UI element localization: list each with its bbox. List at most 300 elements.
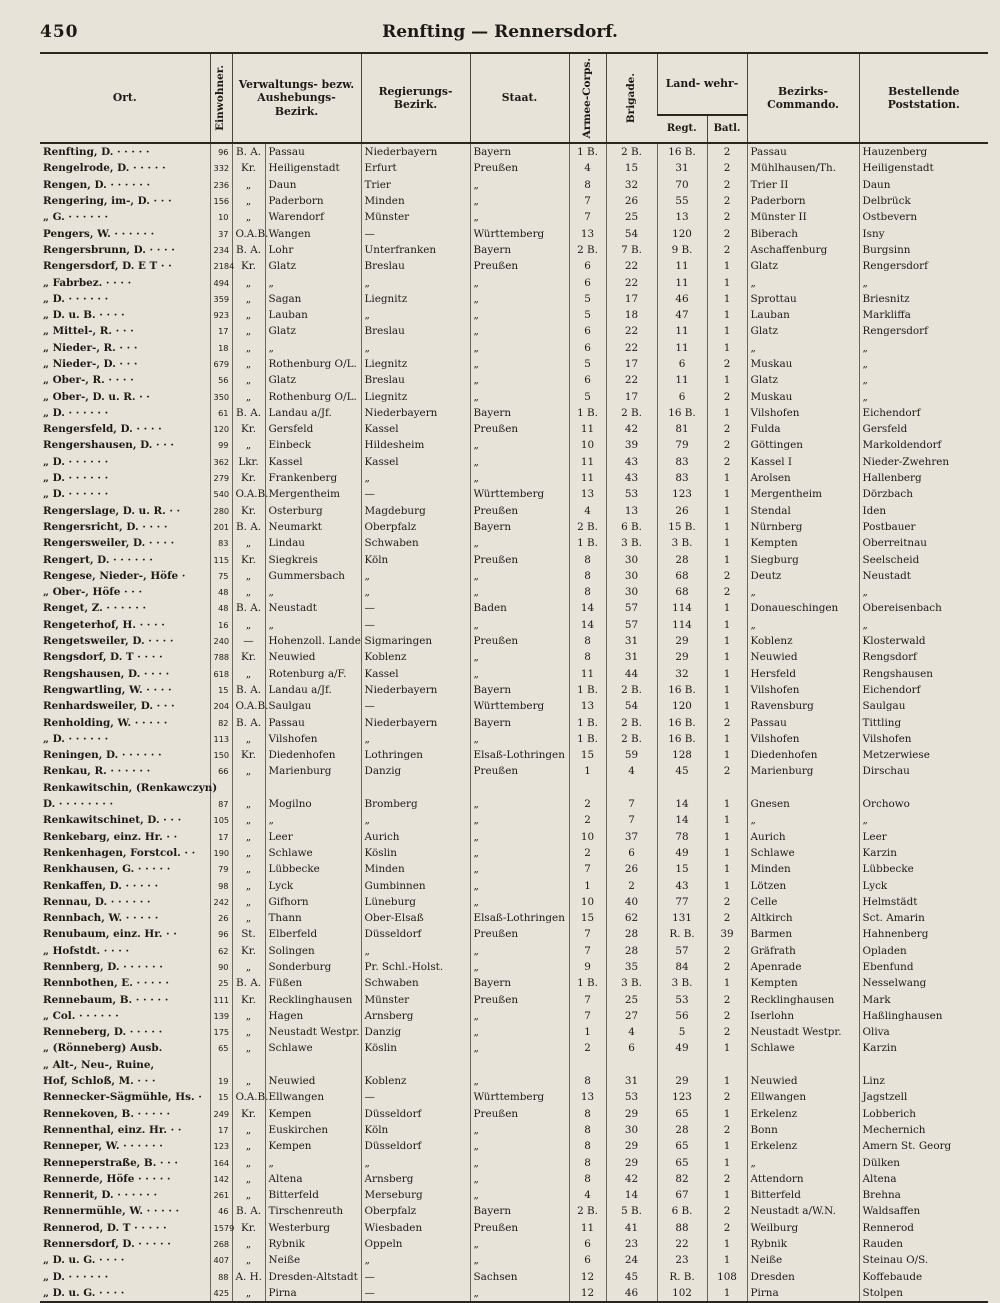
table-row: [40, 551, 988, 567]
cell-armee-corps: 2: [569, 1040, 606, 1056]
cell-einwohner: 242: [210, 894, 232, 910]
cell-armee-corps: 6: [569, 323, 606, 339]
cell-poststation: Opladen: [859, 943, 988, 959]
table-row: [40, 193, 988, 209]
table-row: [40, 503, 988, 519]
cell-regierungsbezirk: —: [361, 1285, 470, 1302]
cell-regierungsbezirk: Düsseldorf: [361, 926, 470, 942]
cell-einwohner: 120: [210, 421, 232, 437]
cell-verwaltungsart: „: [232, 274, 265, 290]
cell-poststation: Mark: [859, 991, 988, 1007]
cell-landwehr-batl: 2: [707, 991, 747, 1007]
cell-poststation: Lyck: [859, 877, 988, 893]
cell-verwaltungsart: Kr.: [232, 470, 265, 486]
cell-armee-corps: 14: [569, 600, 606, 616]
cell-bezirks-commando: Bitterfeld: [747, 1187, 859, 1203]
cell-armee-corps: 7: [569, 209, 606, 225]
table-row: [40, 274, 988, 290]
cell-bezirks-commando: Gräfrath: [747, 943, 859, 959]
cell-verwaltungsart: „: [232, 1171, 265, 1187]
cell-staat: „: [470, 1138, 569, 1154]
cell-verwaltungsbezirk: Neumarkt: [265, 519, 361, 535]
cell-brigade: 31: [606, 633, 657, 649]
cell-verwaltungsart: O.A.B.: [232, 1089, 265, 1105]
cell-landwehr-batl: 2: [707, 193, 747, 209]
cell-landwehr-batl: 1: [707, 649, 747, 665]
cell-einwohner: 362: [210, 454, 232, 470]
cell-poststation: Nesselwang: [859, 975, 988, 991]
cell-staat: „: [470, 323, 569, 339]
cell-verwaltungsart: „: [232, 666, 265, 682]
cell-einwohner: 79: [210, 861, 232, 877]
cell-landwehr-batl: 1: [707, 1106, 747, 1122]
cell-armee-corps: 10: [569, 828, 606, 844]
cell-landwehr-regt: 15: [657, 861, 707, 877]
cell-landwehr-batl: 1: [707, 405, 747, 421]
cell-verwaltungsbezirk: Glatz: [265, 258, 361, 274]
cell-brigade: 57: [606, 617, 657, 633]
cell-landwehr-regt: 13: [657, 209, 707, 225]
cell-staat: Bayern: [470, 975, 569, 991]
table-row: [40, 388, 988, 404]
cell-brigade: 29: [606, 1138, 657, 1154]
cell-poststation: [859, 780, 988, 796]
cell-brigade: 28: [606, 926, 657, 942]
cell-regierungsbezirk: Arnsberg: [361, 1171, 470, 1187]
column-brigade-label: Brigade.: [624, 72, 637, 124]
cell-poststation: Isny: [859, 225, 988, 241]
cell-landwehr-regt: 68: [657, 568, 707, 584]
column-einwohner-label: Einwohner.: [214, 65, 227, 131]
cell-poststation: Altena: [859, 1171, 988, 1187]
cell-verwaltungsart: „: [232, 177, 265, 193]
cell-brigade: 30: [606, 551, 657, 567]
cell-brigade: 26: [606, 193, 657, 209]
cell-staat: Bayern: [470, 519, 569, 535]
cell-ort: Rennbothen, E. · · · · ·: [43, 977, 170, 990]
cell-landwehr-regt: 120: [657, 698, 707, 714]
cell-armee-corps: 8: [569, 649, 606, 665]
cell-landwehr-batl: 1: [707, 258, 747, 274]
cell-bezirks-commando: Kassel I: [747, 454, 859, 470]
cell-brigade: 22: [606, 372, 657, 388]
cell-einwohner: [210, 1057, 232, 1073]
cell-landwehr-batl: 1: [707, 535, 747, 551]
cell-poststation: Mechernich: [859, 1122, 988, 1138]
table-row: [40, 568, 988, 584]
cell-verwaltungsart: „: [232, 437, 265, 453]
cell-staat: Bayern: [470, 242, 569, 258]
cell-verwaltungsbezirk: Mogilno: [265, 796, 361, 812]
cell-landwehr-batl: 1: [707, 1040, 747, 1056]
cell-brigade: 6: [606, 845, 657, 861]
cell-bezirks-commando: Vilshofen: [747, 731, 859, 747]
cell-armee-corps: 13: [569, 698, 606, 714]
cell-ort: „ D. · · · · · ·: [43, 406, 109, 419]
cell-verwaltungsart: Kr.: [232, 551, 265, 567]
cell-landwehr-batl: 2: [707, 437, 747, 453]
cell-regierungsbezirk: —: [361, 486, 470, 502]
cell-landwehr-batl: 1: [707, 1285, 747, 1302]
cell-regierungsbezirk: „: [361, 307, 470, 323]
cell-poststation: Haßlinghausen: [859, 1008, 988, 1024]
cell-ort: „ D. · · · · · ·: [43, 488, 109, 501]
cell-poststation: Obereisenbach: [859, 600, 988, 616]
cell-bezirks-commando: Celle: [747, 894, 859, 910]
cell-landwehr-regt: [657, 780, 707, 796]
cell-regierungsbezirk: „: [361, 943, 470, 959]
table-row: [40, 421, 988, 437]
table-row: [40, 1057, 988, 1073]
cell-verwaltungsbezirk: Neustadt: [265, 600, 361, 616]
cell-brigade: 2 B.: [606, 731, 657, 747]
cell-bezirks-commando: Muskau: [747, 356, 859, 372]
cell-verwaltungsbezirk: Mergentheim: [265, 486, 361, 502]
cell-landwehr-regt: 23: [657, 1252, 707, 1268]
cell-brigade: 54: [606, 698, 657, 714]
cell-staat: „: [470, 340, 569, 356]
cell-verwaltungsbezirk: Warendorf: [265, 209, 361, 225]
cell-verwaltungsart: „: [232, 535, 265, 551]
cell-poststation: „: [859, 356, 988, 372]
cell-verwaltungsart: O.A.B.: [232, 225, 265, 241]
cell-armee-corps: 12: [569, 1268, 606, 1284]
cell-verwaltungsbezirk: Marienburg: [265, 763, 361, 779]
table-row: [40, 1106, 988, 1122]
cell-ort: „ Fabrbez. · · · ·: [43, 276, 132, 289]
cell-landwehr-regt: 16 B.: [657, 682, 707, 698]
cell-regierungsbezirk: Breslau: [361, 372, 470, 388]
table-row: [40, 209, 988, 225]
cell-landwehr-batl: 2: [707, 421, 747, 437]
cell-landwehr-regt: 6 B.: [657, 1203, 707, 1219]
cell-bezirks-commando: [747, 1057, 859, 1073]
cell-armee-corps: 8: [569, 1154, 606, 1170]
cell-ort: Rengeterhof, H. · · · ·: [43, 618, 165, 631]
cell-landwehr-regt: 114: [657, 617, 707, 633]
cell-einwohner: 82: [210, 714, 232, 730]
cell-staat: „: [470, 666, 569, 682]
cell-poststation: Hahnenberg: [859, 926, 988, 942]
cell-landwehr-batl: 1: [707, 274, 747, 290]
cell-landwehr-batl: [707, 780, 747, 796]
table-row: [40, 1089, 988, 1105]
cell-regierungsbezirk: Kassel: [361, 421, 470, 437]
cell-ort: Rennerit, D. · · · · · ·: [43, 1189, 158, 1202]
cell-einwohner: 240: [210, 633, 232, 649]
cell-einwohner: 679: [210, 356, 232, 372]
cell-verwaltungsbezirk: Kempen: [265, 1138, 361, 1154]
cell-verwaltungsart: „: [232, 1138, 265, 1154]
cell-landwehr-batl: 2: [707, 1024, 747, 1040]
cell-brigade: 3 B.: [606, 535, 657, 551]
cell-regierungsbezirk: Wiesbaden: [361, 1220, 470, 1236]
cell-landwehr-regt: 14: [657, 812, 707, 828]
cell-staat: Württemberg: [470, 225, 569, 241]
cell-ort: Renget, Z. · · · · · ·: [43, 602, 147, 615]
cell-staat: Bayern: [470, 405, 569, 421]
cell-landwehr-batl: 39: [707, 926, 747, 942]
cell-staat: Preußen: [470, 258, 569, 274]
cell-landwehr-regt: 77: [657, 894, 707, 910]
cell-brigade: [606, 1057, 657, 1073]
cell-einwohner: 46: [210, 1203, 232, 1219]
cell-einwohner: 234: [210, 242, 232, 258]
cell-staat: „: [470, 1187, 569, 1203]
cell-verwaltungsart: „: [232, 1236, 265, 1252]
cell-verwaltungsbezirk: [265, 780, 361, 796]
page-number: 450: [40, 22, 79, 42]
cell-einwohner: 204: [210, 698, 232, 714]
cell-armee-corps: 2 B.: [569, 242, 606, 258]
cell-armee-corps: 9: [569, 959, 606, 975]
cell-poststation: Nieder-Zwehren: [859, 454, 988, 470]
cell-ort: „ Mittel-, R. · · ·: [43, 325, 134, 338]
table-row: [40, 796, 988, 812]
cell-brigade: 30: [606, 568, 657, 584]
cell-brigade: 32: [606, 177, 657, 193]
cell-verwaltungsbezirk: Diedenhofen: [265, 747, 361, 763]
cell-verwaltungsart: „: [232, 845, 265, 861]
cell-armee-corps: 11: [569, 421, 606, 437]
cell-einwohner: 164: [210, 1154, 232, 1170]
cell-landwehr-batl: 1: [707, 747, 747, 763]
cell-ort: Rengersbrunn, D. · · · ·: [43, 243, 175, 256]
cell-staat: Preußen: [470, 763, 569, 779]
cell-regierungsbezirk: Erfurt: [361, 160, 470, 176]
cell-bezirks-commando: Passau: [747, 143, 859, 160]
cell-regierungsbezirk: Oppeln: [361, 1236, 470, 1252]
cell-ort: „ D. · · · · · ·: [43, 455, 109, 468]
cell-verwaltungsart: Kr.: [232, 1106, 265, 1122]
cell-ort: Rennbach, W. · · · · ·: [43, 912, 159, 925]
cell-verwaltungsbezirk: „: [265, 584, 361, 600]
cell-regierungsbezirk: Gumbinnen: [361, 877, 470, 893]
cell-bezirks-commando: Neustadt a/W.N.: [747, 1203, 859, 1219]
cell-bezirks-commando: Nürnberg: [747, 519, 859, 535]
cell-landwehr-regt: 84: [657, 959, 707, 975]
cell-bezirks-commando: Biberach: [747, 225, 859, 241]
cell-ort: Rennerde, Höfe · · · · ·: [43, 1172, 171, 1185]
cell-staat: „: [470, 177, 569, 193]
cell-ort: „ Col. · · · · · ·: [43, 1009, 119, 1022]
cell-regierungsbezirk: Köslin: [361, 845, 470, 861]
cell-brigade: 25: [606, 991, 657, 1007]
cell-regierungsbezirk: „: [361, 1252, 470, 1268]
cell-regierungsbezirk: Danzig: [361, 1024, 470, 1040]
cell-verwaltungsart: „: [232, 894, 265, 910]
table-row: [40, 1122, 988, 1138]
cell-landwehr-batl: 2: [707, 1008, 747, 1024]
cell-verwaltungsbezirk: Sonderburg: [265, 959, 361, 975]
cell-einwohner: 249: [210, 1106, 232, 1122]
table-row: [40, 1138, 988, 1154]
cell-poststation: Postbauer: [859, 519, 988, 535]
cell-staat: Sachsen: [470, 1268, 569, 1284]
cell-einwohner: 75: [210, 568, 232, 584]
table-row: [40, 1008, 988, 1024]
cell-ort: Rengwartling, W. · · · ·: [43, 683, 172, 696]
column-bezirks-commando: Bezirks- Commando.: [747, 53, 859, 143]
table-row: [40, 437, 988, 453]
cell-poststation: Rengsdorf: [859, 649, 988, 665]
cell-bezirks-commando: Gnesen: [747, 796, 859, 812]
cell-regierungsbezirk: „: [361, 1154, 470, 1170]
cell-staat: „: [470, 877, 569, 893]
cell-poststation: Tittling: [859, 714, 988, 730]
cell-verwaltungsart: Kr.: [232, 1220, 265, 1236]
cell-regierungsbezirk: Merseburg: [361, 1187, 470, 1203]
cell-bezirks-commando: Altkirch: [747, 910, 859, 926]
cell-landwehr-regt: 15 B.: [657, 519, 707, 535]
cell-landwehr-batl: 1: [707, 731, 747, 747]
table-row: [40, 682, 988, 698]
cell-armee-corps: 6: [569, 340, 606, 356]
cell-verwaltungsbezirk: Glatz: [265, 372, 361, 388]
cell-verwaltungsart: „: [232, 617, 265, 633]
cell-armee-corps: 6: [569, 274, 606, 290]
cell-landwehr-regt: 29: [657, 649, 707, 665]
cell-landwehr-batl: 2: [707, 894, 747, 910]
cell-poststation: Jagstzell: [859, 1089, 988, 1105]
cell-landwehr-batl: 1: [707, 486, 747, 502]
cell-ort: Renkawitschinet, D. · · ·: [43, 814, 182, 827]
cell-brigade: 4: [606, 763, 657, 779]
cell-einwohner: 37: [210, 225, 232, 241]
cell-landwehr-regt: 70: [657, 177, 707, 193]
cell-landwehr-batl: 2: [707, 356, 747, 372]
cell-verwaltungsart: —: [232, 633, 265, 649]
cell-staat: Bayern: [470, 682, 569, 698]
cell-ort: Renkenhagen, Forstcol. · ·: [43, 846, 196, 859]
cell-regierungsbezirk: Liegnitz: [361, 356, 470, 372]
cell-einwohner: 88: [210, 1268, 232, 1284]
cell-einwohner: 83: [210, 535, 232, 551]
cell-landwehr-regt: 83: [657, 470, 707, 486]
cell-armee-corps: 1 B.: [569, 975, 606, 991]
cell-brigade: 7 B.: [606, 242, 657, 258]
cell-brigade: 40: [606, 894, 657, 910]
cell-regierungsbezirk: „: [361, 731, 470, 747]
cell-poststation: Rengersdorf: [859, 258, 988, 274]
cell-regierungsbezirk: Niederbayern: [361, 714, 470, 730]
cell-brigade: 62: [606, 910, 657, 926]
cell-regierungsbezirk: Düsseldorf: [361, 1106, 470, 1122]
cell-staat: Württemberg: [470, 698, 569, 714]
cell-staat: „: [470, 861, 569, 877]
cell-brigade: 30: [606, 584, 657, 600]
cell-landwehr-batl: 1: [707, 1187, 747, 1203]
cell-ort: Renkhausen, G. · · · · ·: [43, 863, 171, 876]
cell-einwohner: 66: [210, 763, 232, 779]
cell-armee-corps: 8: [569, 551, 606, 567]
cell-poststation: Daun: [859, 177, 988, 193]
cell-bezirks-commando: Vilshofen: [747, 682, 859, 698]
cell-regierungsbezirk: Schwaben: [361, 535, 470, 551]
cell-poststation: Eichendorf: [859, 682, 988, 698]
cell-regierungsbezirk: „: [361, 274, 470, 290]
cell-verwaltungsbezirk: Westerburg: [265, 1220, 361, 1236]
cell-poststation: Delbrück: [859, 193, 988, 209]
cell-verwaltungsbezirk: Rybnik: [265, 1236, 361, 1252]
cell-bezirks-commando: Weilburg: [747, 1220, 859, 1236]
cell-landwehr-batl: 1: [707, 812, 747, 828]
cell-verwaltungsbezirk: Lohr: [265, 242, 361, 258]
table-row: [40, 486, 988, 502]
cell-brigade: 24: [606, 1252, 657, 1268]
cell-armee-corps: 13: [569, 1089, 606, 1105]
cell-brigade: 6: [606, 1040, 657, 1056]
cell-armee-corps: 7: [569, 1008, 606, 1024]
cell-bezirks-commando: Bonn: [747, 1122, 859, 1138]
cell-landwehr-regt: 22: [657, 1236, 707, 1252]
cell-poststation: Eichendorf: [859, 405, 988, 421]
cell-armee-corps: 1: [569, 877, 606, 893]
cell-poststation: Dülken: [859, 1154, 988, 1170]
cell-staat: „: [470, 731, 569, 747]
cell-einwohner: 56: [210, 372, 232, 388]
cell-poststation: Heiligenstadt: [859, 160, 988, 176]
cell-ort: Rengersricht, D. · · · ·: [43, 520, 168, 533]
cell-bezirks-commando: Schlawe: [747, 1040, 859, 1056]
cell-landwehr-batl: 1: [707, 1252, 747, 1268]
cell-landwehr-regt: 3 B.: [657, 535, 707, 551]
cell-poststation: Hauzenberg: [859, 143, 988, 160]
cell-brigade: 3 B.: [606, 975, 657, 991]
cell-verwaltungsbezirk: Siegkreis: [265, 551, 361, 567]
cell-ort: Reningen, D. · · · · · ·: [43, 749, 162, 762]
cell-landwehr-batl: 2: [707, 763, 747, 779]
cell-landwehr-regt: 3 B.: [657, 975, 707, 991]
cell-bezirks-commando: Passau: [747, 714, 859, 730]
cell-ort: Rengersdorf, D. E T · ·: [43, 260, 172, 273]
cell-bezirks-commando: Koblenz: [747, 633, 859, 649]
cell-einwohner: 113: [210, 731, 232, 747]
cell-staat: „: [470, 535, 569, 551]
cell-verwaltungsart: „: [232, 1024, 265, 1040]
cell-staat: „: [470, 649, 569, 665]
cell-verwaltungsart: „: [232, 812, 265, 828]
cell-armee-corps: 13: [569, 486, 606, 502]
cell-bezirks-commando: Kempten: [747, 535, 859, 551]
cell-landwehr-batl: 1: [707, 1154, 747, 1170]
cell-verwaltungsart: A. H.: [232, 1268, 265, 1284]
cell-ort: Rengert, D. · · · · · ·: [43, 553, 153, 566]
cell-bezirks-commando: [747, 780, 859, 796]
cell-einwohner: 142: [210, 1171, 232, 1187]
cell-staat: Preußen: [470, 160, 569, 176]
cell-poststation: Leer: [859, 828, 988, 844]
cell-staat: „: [470, 1024, 569, 1040]
cell-armee-corps: 2 B.: [569, 519, 606, 535]
cell-verwaltungsbezirk: Rothenburg O/L.: [265, 388, 361, 404]
cell-verwaltungsart: O.A.B.: [232, 486, 265, 502]
cell-brigade: 45: [606, 1268, 657, 1284]
cell-landwehr-batl: 1: [707, 503, 747, 519]
cell-landwehr-batl: 1: [707, 975, 747, 991]
cell-einwohner: 105: [210, 812, 232, 828]
table-row: [40, 1024, 988, 1040]
cell-verwaltungsbezirk: Pirna: [265, 1285, 361, 1302]
cell-poststation: Gersfeld: [859, 421, 988, 437]
cell-landwehr-regt: 43: [657, 877, 707, 893]
cell-regierungsbezirk: „: [361, 568, 470, 584]
cell-verwaltungsbezirk: Neuwied: [265, 1073, 361, 1089]
column-poststation: Bestellende Poststation.: [859, 53, 988, 143]
table-row: [40, 143, 988, 160]
cell-verwaltungsbezirk: Wangen: [265, 225, 361, 241]
table-row: [40, 1236, 988, 1252]
